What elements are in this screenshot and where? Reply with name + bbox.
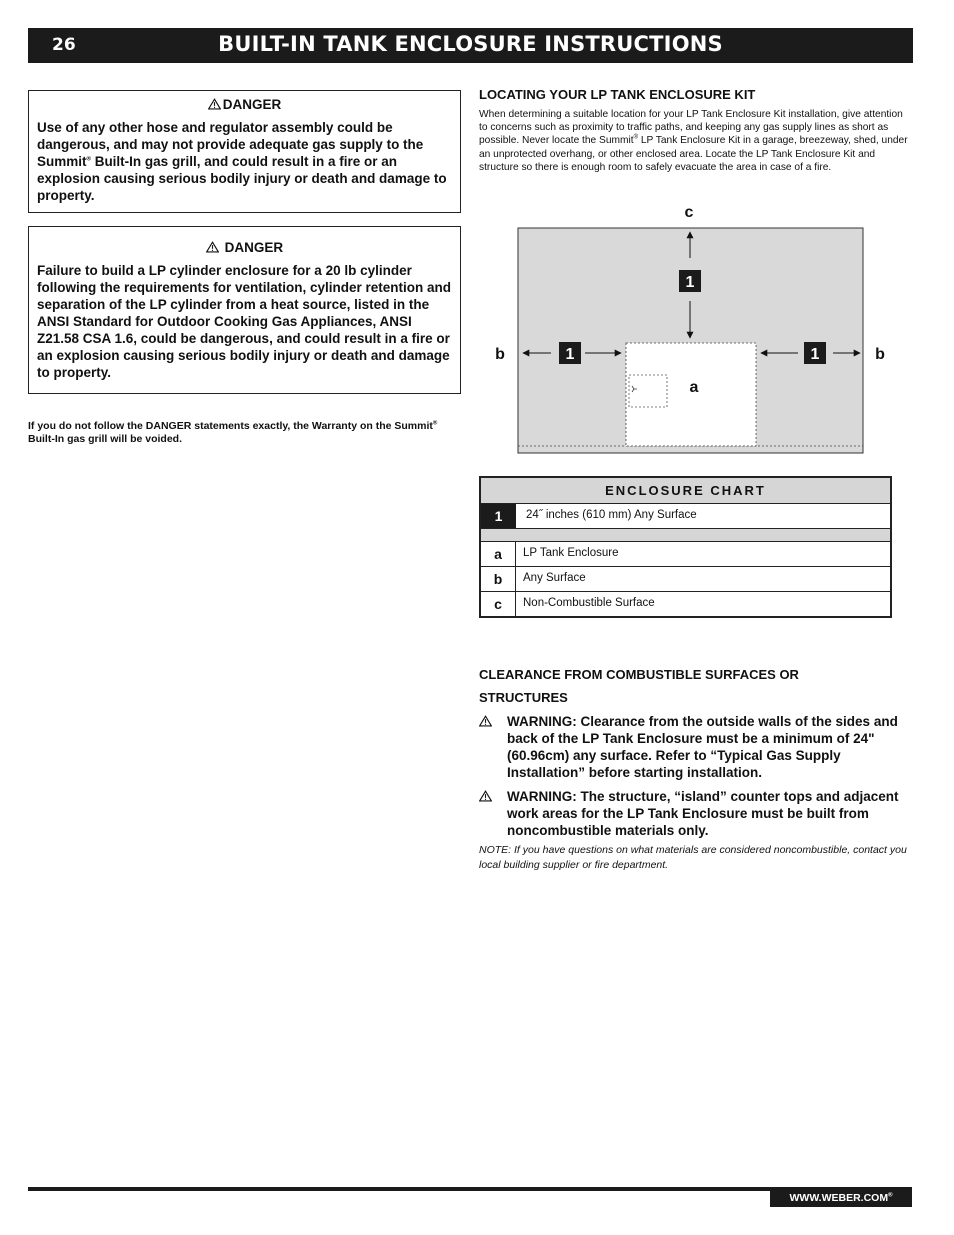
enclosure-chart <box>479 476 892 618</box>
warning-triangle-icon <box>479 715 492 727</box>
chart-key: a <box>481 542 516 566</box>
badge-top: 1 <box>685 274 695 291</box>
badge-left: 1 <box>565 346 575 363</box>
label-b-left: b <box>495 346 505 363</box>
locating-text: When determining a suitable location for your LP Tank Enclosure Kit installation, give attention to concerns such as proximity to traffic paths, and keeping any gas supply lines as short as possible. Never locate the Summit® LP Tank Enclosure Kit in a garage, breezeway, shed, under an unprotected overhang, or other enclosed area. Locate the LP Tank Enclosure Kit and structure so there is enough room to safely evacuate the area in case of a fire. <box>479 109 908 173</box>
clearance-title-line2: STRUCTURES <box>479 690 568 705</box>
danger-heading: DANGER <box>37 240 452 255</box>
warning-triangle-icon <box>206 241 219 253</box>
danger-box-hose <box>28 90 461 213</box>
chart-key: 1 <box>481 504 516 528</box>
chart-title: ENCLOSURE CHART <box>481 478 890 504</box>
chart-value: LP Tank Enclosure <box>523 547 619 559</box>
tank-valve-detail <box>629 375 667 407</box>
chart-spacer <box>481 529 890 542</box>
warning-text: WARNING: Clearance from the outside walls of the sides and back of the LP Tank Enclosure must be a minimum of 24" (60.96cm) any surface. Refer to “Typical Gas Supply Installation” before starting installation. <box>507 714 898 780</box>
badge-right: 1 <box>810 346 820 363</box>
warning-text: WARNING: The structure, “island” counter tops and adjacent work areas for the LP Tank Enclosure must be built from noncombustible materials only. <box>507 789 899 838</box>
enclosure-clearance-diagram <box>479 198 909 460</box>
chart-row-dimension <box>481 504 890 529</box>
chart-row-c <box>481 592 890 616</box>
danger-text: Use of any other hose and regulator assembly could be dangerous, and may not provide adequate gas supply to the Summit® Built-In gas grill, and could result in a fire or an explosion causing serious bodily injury or death and damage to property. <box>37 120 447 203</box>
chart-value: Any Surface <box>523 572 586 584</box>
clearance-title-line1: CLEARANCE FROM COMBUSTIBLE SURFACES OR <box>479 667 799 682</box>
label-c: c <box>684 204 694 221</box>
warning-materials <box>479 788 911 839</box>
danger-heading: DANGER <box>37 97 452 112</box>
locating-title: LOCATING YOUR LP TANK ENCLOSURE KIT <box>479 87 756 102</box>
chart-row-a <box>481 542 890 567</box>
warning-clearance <box>479 713 911 781</box>
chart-row-b <box>481 567 890 592</box>
footer-website-badge: WWW.WEBER.COM® <box>770 1187 912 1207</box>
danger-box-enclosure <box>28 226 461 394</box>
label-a: a <box>689 379 699 396</box>
chart-key: c <box>481 592 516 616</box>
warning-triangle-icon <box>208 98 221 110</box>
chart-value: Non-Combustible Surface <box>523 597 655 609</box>
label-b-right: b <box>875 346 885 363</box>
chart-key: b <box>481 567 516 591</box>
danger-text: Failure to build a LP cylinder enclosure for a 20 lb cylinder following the requirements for ventilation, cylinder retention and separation of the LP cylinder from a heat source, listed in the ANSI Standard for Outdoor Cooking Gas Appliances, ANSI Z21.58 CSA 1.6, could be dangerous, and could result in a fire or an explosion causing serious bodily injury or death and damage to property. <box>37 263 452 380</box>
website-link[interactable]: WWW.WEBER.COM <box>789 1192 889 1204</box>
chart-value: 24˝ inches (610 mm) Any Surface <box>526 509 697 521</box>
page-number: 26 <box>52 35 76 55</box>
page-header <box>28 28 913 63</box>
page-title: BUILT-IN TANK ENCLOSURE INSTRUCTIONS <box>218 32 723 56</box>
noncombustible-note: NOTE: If you have questions on what materials are considered noncombustible, contact you local building supplier or fire department. <box>479 844 907 871</box>
warranty-note: If you do not follow the DANGER statements exactly, the Warranty on the Summit® Built-In gas grill will be voided. <box>28 420 438 445</box>
warning-triangle-icon <box>479 790 492 802</box>
